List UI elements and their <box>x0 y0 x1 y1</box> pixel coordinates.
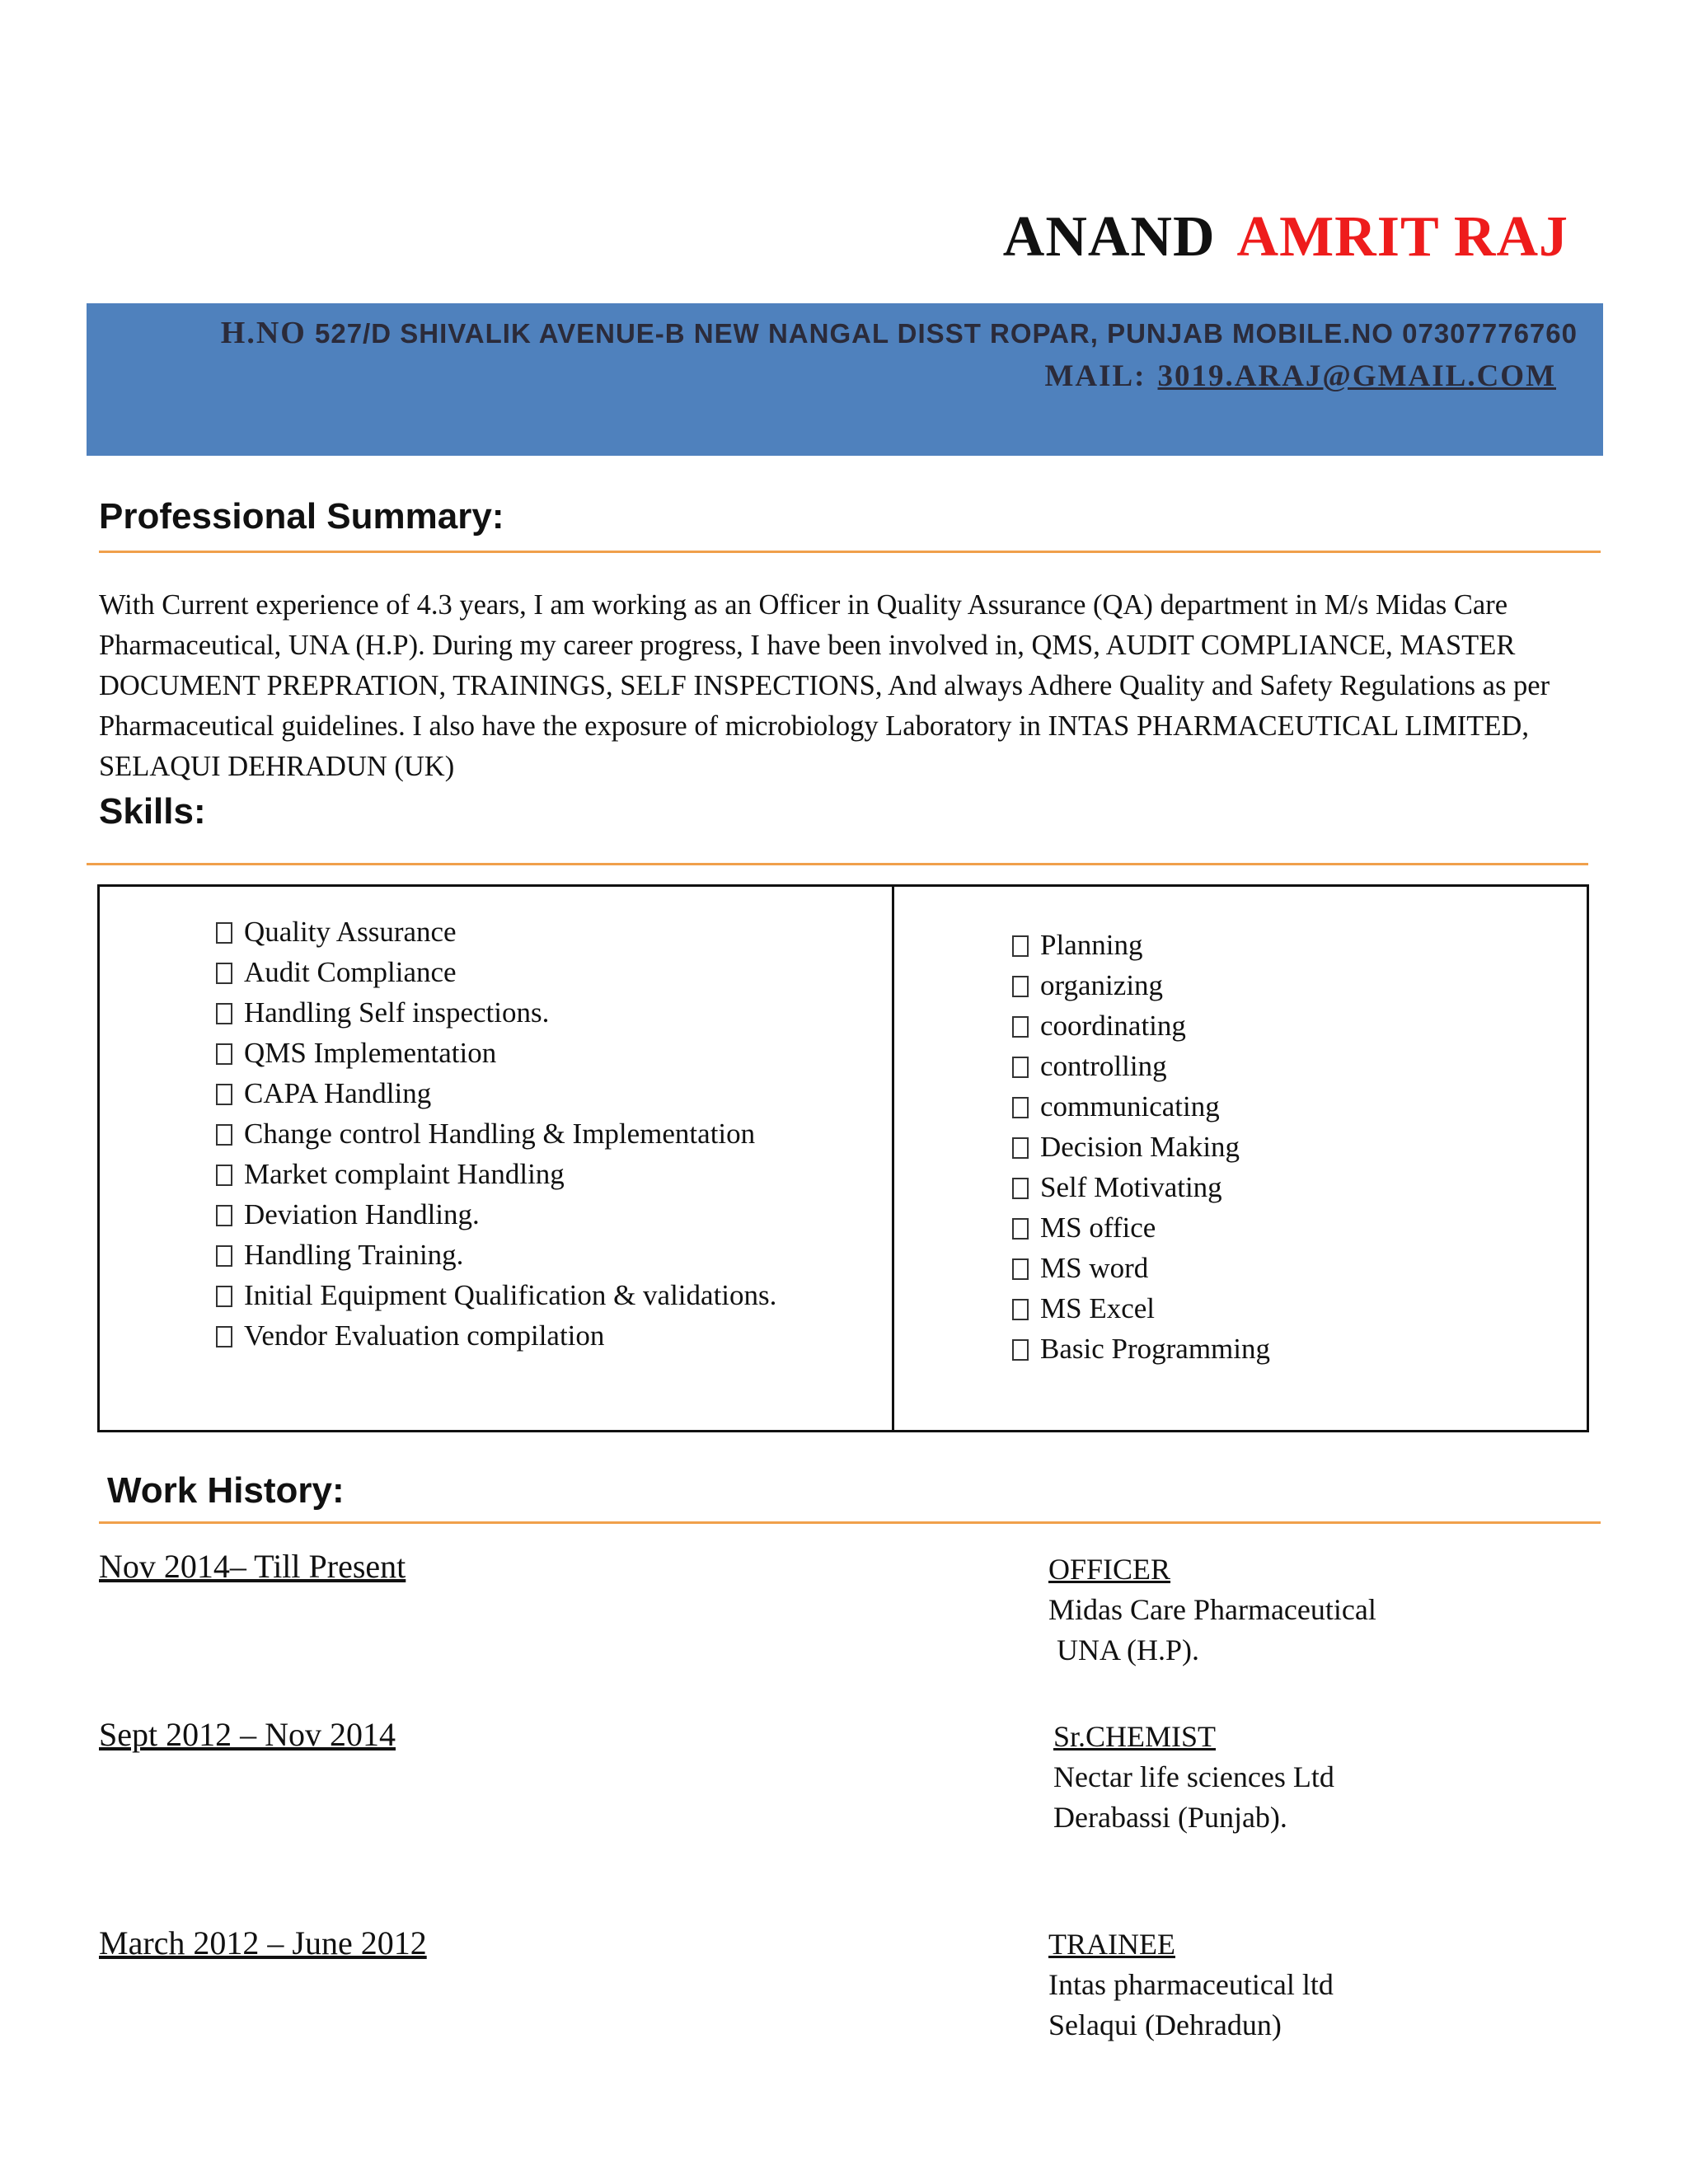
skill-label: organizing <box>1040 969 1164 1001</box>
skill-label: Change control Handling & Implementation <box>244 1118 756 1150</box>
skill-label: controlling <box>1040 1050 1167 1082</box>
job-company: Intas pharmaceutical ltd <box>1048 1968 1334 2001</box>
skill-label: MS Excel <box>1040 1292 1156 1324</box>
skills-heading: Skills: <box>99 791 206 832</box>
skill-item <box>1012 1046 1270 1086</box>
job-role: TRAINEE <box>1048 1928 1175 1961</box>
job-location: Selaqui (Dehradun) <box>1048 2008 1282 2041</box>
address-text: 527/D SHIVALIK AVENUE-B NEW NANGAL DISST ROPAR, PUNJAB MOBILE.NO 07307776760 <box>315 318 1578 349</box>
skill-item <box>1012 1207 1270 1248</box>
summary-heading: Professional Summary: <box>99 496 504 537</box>
work-history-heading: Work History: <box>107 1470 345 1511</box>
checkbox-icon <box>1012 935 1029 957</box>
job-entry <box>1048 1549 1376 1671</box>
skill-item <box>216 952 776 992</box>
last-name: AMRIT RAJ <box>1236 205 1568 269</box>
first-name: ANAND <box>1002 205 1216 269</box>
skill-label: Basic Programming <box>1040 1333 1270 1365</box>
skill-label: Handling Self inspections. <box>244 996 550 1029</box>
skill-item <box>216 1275 776 1315</box>
checkbox-icon <box>1012 1339 1029 1361</box>
skill-item <box>1012 1288 1270 1329</box>
skill-item <box>216 1073 776 1113</box>
checkbox-icon <box>1012 1258 1029 1280</box>
checkbox-icon <box>216 1165 232 1186</box>
checkbox-icon <box>1012 1218 1029 1240</box>
checkbox-icon <box>1012 1178 1029 1199</box>
skill-item <box>1012 925 1270 965</box>
checkbox-icon <box>216 1245 232 1267</box>
job-role: Sr.CHEMIST <box>1053 1720 1217 1753</box>
skill-label: Quality Assurance <box>244 916 457 948</box>
checkbox-icon <box>216 922 232 944</box>
job-date: March 2012 – June 2012 <box>99 1924 427 1961</box>
skills-divider <box>87 863 1588 865</box>
skill-label: CAPA Handling <box>244 1077 432 1109</box>
skill-item <box>1012 1167 1270 1207</box>
candidate-name <box>1003 204 1568 270</box>
skill-label: Deviation Handling. <box>244 1198 480 1230</box>
email-link[interactable]: 3019.ARAJ@GMAIL.COM <box>1157 359 1556 393</box>
job-date: Nov 2014– Till Present <box>99 1548 406 1585</box>
skills-left-column <box>216 912 776 1356</box>
checkbox-icon <box>216 1205 232 1226</box>
email-line <box>1044 359 1556 394</box>
address-prefix: H.NO <box>220 316 307 350</box>
checkbox-icon <box>216 1003 232 1024</box>
address-line <box>221 315 1578 351</box>
checkbox-icon <box>1012 1299 1029 1320</box>
skill-item <box>216 1194 776 1235</box>
skill-item <box>216 992 776 1033</box>
checkbox-icon <box>1012 1097 1029 1118</box>
skill-label: Handling Training. <box>244 1239 464 1271</box>
skill-label: MS word <box>1040 1252 1149 1284</box>
skill-item <box>1012 1329 1270 1369</box>
job-role: OFFICER <box>1048 1553 1171 1586</box>
skill-item <box>1012 1248 1270 1288</box>
skill-label: coordinating <box>1040 1010 1186 1042</box>
job-location: Derabassi (Punjab). <box>1053 1801 1287 1834</box>
skill-item <box>216 912 776 952</box>
skill-item <box>216 1315 776 1356</box>
skill-item <box>216 1154 776 1194</box>
checkbox-icon <box>1012 1016 1029 1038</box>
skill-item <box>216 1033 776 1073</box>
summary-text: With Current experience of 4.3 years, I am working as an Officer in Quality Assurance (QA) department in M/s Midas Care Pharmaceutical, UNA (H.P). During my career progress, I have been involved in, QMS, AUDIT COMPLIANCE, MASTER DOCUMENT PREPRATION, TRAININGS, SELF INSPECTIONS, And always Adhere Quality and Safety Regulations as per Pharmaceutical guidelines. I also have the exposure of microbiology Laboratory in INTAS PHARMACEUTICAL LIMITED, SELAQUI DEHRADUN (UK) <box>99 589 1550 782</box>
skill-label: Market complaint Handling <box>244 1158 565 1190</box>
checkbox-icon <box>216 1043 232 1065</box>
skills-right-column <box>1012 925 1270 1369</box>
checkbox-icon <box>1012 1137 1029 1159</box>
skill-label: MS office <box>1040 1212 1156 1244</box>
skill-label: QMS Implementation <box>244 1037 497 1069</box>
checkbox-icon <box>216 1124 232 1146</box>
skill-item <box>1012 1086 1270 1127</box>
mail-label: MAIL: <box>1044 359 1146 393</box>
skill-item <box>216 1235 776 1275</box>
checkbox-icon <box>216 1326 232 1347</box>
job-company: Nectar life sciences Ltd <box>1053 1760 1334 1793</box>
checkbox-icon <box>1012 976 1029 997</box>
job-location: UNA (H.P). <box>1057 1633 1200 1666</box>
skill-item <box>216 1113 776 1154</box>
checkbox-icon <box>216 1286 232 1307</box>
skill-label: Vendor Evaluation compilation <box>244 1319 605 1352</box>
skill-label: Audit Compliance <box>244 956 457 988</box>
job-entry <box>1053 1717 1334 1838</box>
skill-label: Self Motivating <box>1040 1171 1222 1203</box>
skill-item <box>1012 1005 1270 1046</box>
checkbox-icon <box>1012 1057 1029 1078</box>
skill-label: Initial Equipment Qualification & validations. <box>244 1279 777 1311</box>
work-history-divider <box>99 1521 1601 1524</box>
checkbox-icon <box>216 1084 232 1105</box>
skill-label: communicating <box>1040 1090 1220 1122</box>
skill-label: Decision Making <box>1040 1131 1240 1163</box>
job-entry <box>1048 1924 1334 2046</box>
skill-label: Planning <box>1040 929 1143 961</box>
skill-item <box>1012 965 1270 1005</box>
skill-item <box>1012 1127 1270 1167</box>
skills-column-divider <box>892 884 894 1432</box>
summary-divider <box>99 551 1601 553</box>
checkbox-icon <box>216 963 232 984</box>
job-date: Sept 2012 – Nov 2014 <box>99 1716 396 1753</box>
job-company: Midas Care Pharmaceutical <box>1048 1593 1376 1626</box>
